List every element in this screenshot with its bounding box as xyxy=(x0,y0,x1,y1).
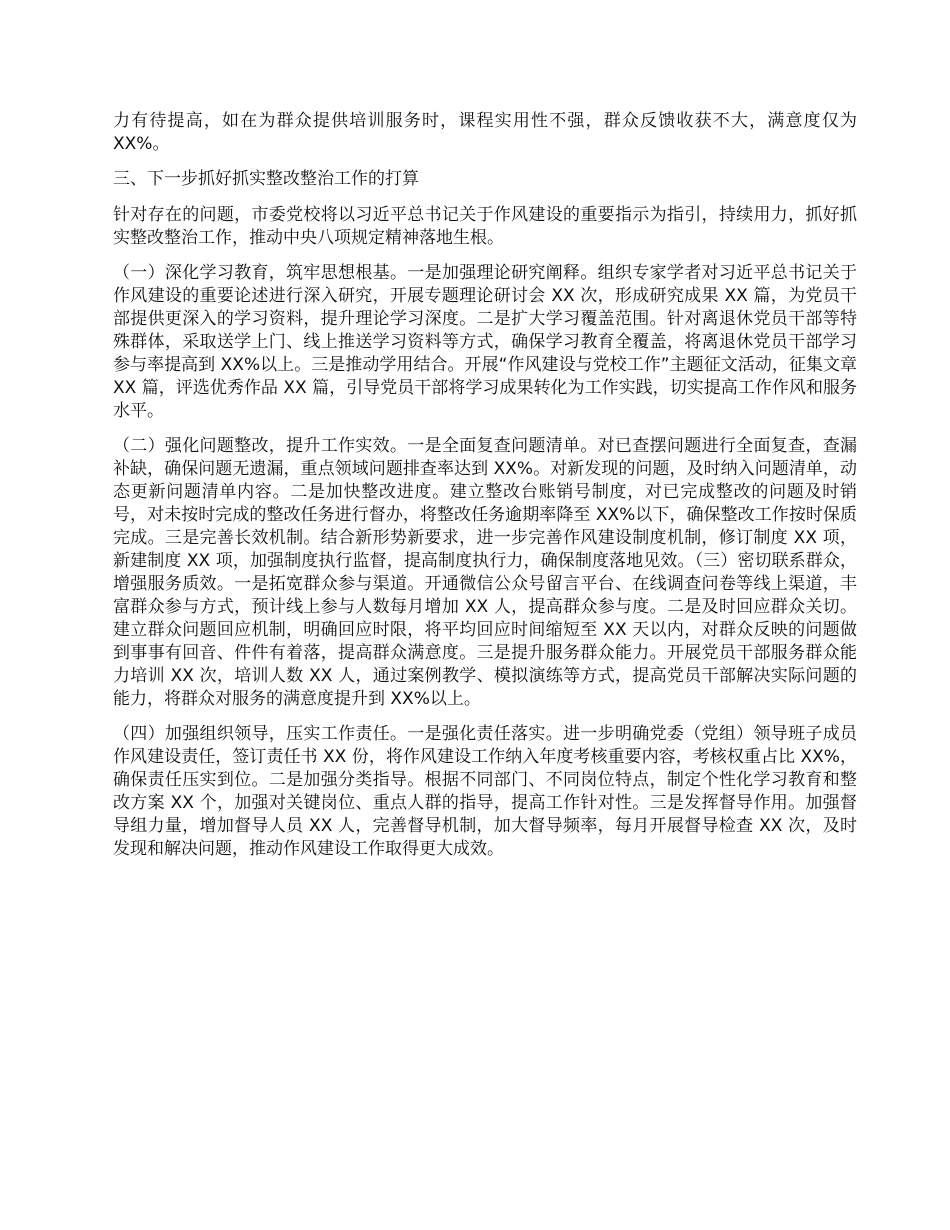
paragraph-item-4: （四）加强组织领导，压实工作责任。一是强化责任落实。进一步明确党委（党组）领导班子成员作风建设责任，签订责任书 XX 份，将作风建设工作纳入年度考核重要内容，考核权重占比 XX%，确保责任压实到位。二是加强分类指导。根据不同部门、不同岗位特点，制定个性化学习教育和整改方案 XX 个，加强对关键岗位、重点人群的指导，提高工作针对性。三是发挥督导作用。加强督导组力量，增加督导人员 XX 人，完善督导机制，加大督导频率，每月开展督导检查 XX 次，及时发现和解决问题，推动作风建设工作取得更大成效。 xyxy=(113,724,857,859)
document-page xyxy=(113,110,857,873)
paragraph-item-1: （一）深化学习教育，筑牢思想根基。一是加强理论研究阐释。组织专家学者对习近平总书记关于作风建设的重要论述进行深入研究，开展专题理论研讨会 XX 次，形成研究成果 XX 篇，为党员干部提供更深入的学习资料，提升理论学习深度。二是扩大学习覆盖范围。针对离退休党员干部等特殊群体，采取送学上门、线上推送学习资料等方式，确保学习教育全覆盖，将离退休党员干部学习参与率提高到 XX%以上。三是推动学用结合。开展“作风建设与党校工作”主题征文活动，征集文章 XX 篇，评选优秀作品 XX 篇，引导党员干部将学习成果转化为工作实践，切实提高工作作风和服务水平。 xyxy=(113,263,857,421)
paragraph-continuation: 力有待提高，如在为群众提供培训服务时，课程实用性不强，群众反馈收获不大，满意度仅为 XX%。 xyxy=(113,111,857,154)
paragraph-item-2-3: （二）强化问题整改，提升工作实效。一是全面复查问题清单。对已查摆问题进行全面复查，查漏补缺，确保问题无遗漏，重点领域问题排查率达到 XX%。对新发现的问题，及时纳入问题清单，动态更新问题清单内容。二是加快整改进度。建立整改台账销号制度，对已完成整改的问题及时销号，对未按时完成的整改任务进行督办，将整改任务逾期率降至 XX%以下，确保整改工作按时保质完成。三是完善长效机制。结合新形势新要求，进一步完善作风建设制度机制，修订制度 XX 项，新建制度 XX 项，加强制度执行监督，提高制度执行力，确保制度落地见效。（三）密切联系群众，增强服务质效。一是拓宽群众参与渠道。开通微信公众号留言平台、在线调查问卷等线上渠道，丰富群众参与方式，预计线上参与人数每月增加 XX 人，提高群众参与度。二是及时回应群众关切。建立群众问题回应机制，明确回应时限，将平均回应时间缩短至 XX 天以内，对群众反映的问题做到事事有回音、件件有着落，提高群众满意度。三是提升服务群众能力。开展党员干部服务群众能力培训 XX 次，培训人数 XX 人，通过案例教学、模拟演练等方式，提高党员干部解决实际问题的能力，将群众对服务的满意度提升到 XX%以上。 xyxy=(113,436,857,709)
section-heading: 三、下一步抓好抓实整改整治工作的打算 xyxy=(113,169,419,189)
paragraph-intro: 针对存在的问题，市委党校将以习近平总书记关于作风建设的重要指示为指引，持续用力，抓好抓实整改整治工作，推动中央八项规定精神落地生根。 xyxy=(113,205,857,248)
